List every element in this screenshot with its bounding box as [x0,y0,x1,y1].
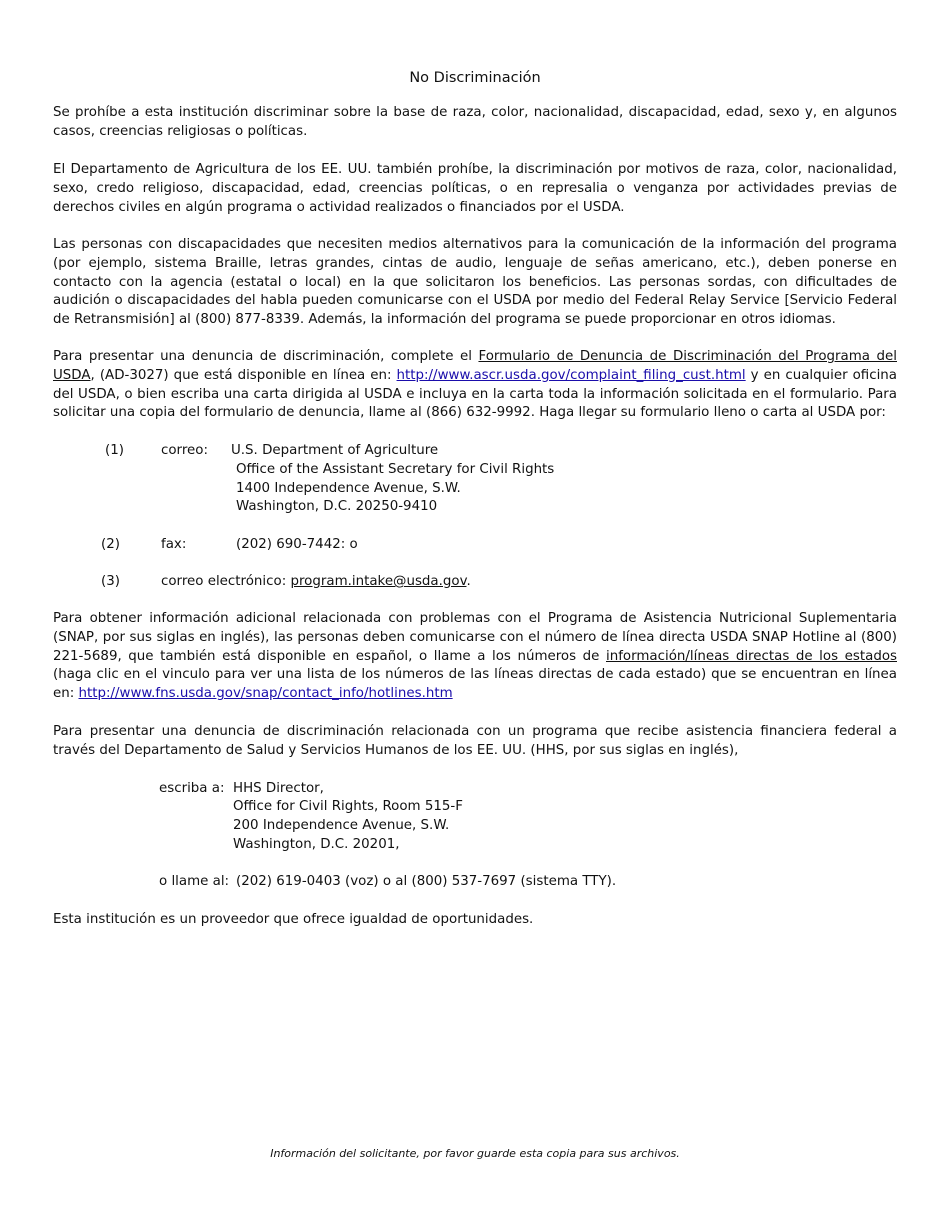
snap-text-2: (haga clic en el vinculo para ver una lista de los números de las líneas directas de cada estado) que se encuentran en línea en: [53,667,897,702]
page-title: No Discriminación [409,70,541,86]
snap-text-1: Para obtener información adicional relacionada con problemas con el Programa de Asistencia Nutricional Suplementaria (SNAP, por sus siglas en inglés), las personas deben comunicarse con el número de línea directa USDA SNAP Hotline al (800) 221-5689, que también está disponible en español, o llame a los números de [53,611,897,664]
mail-address-line: Washington, D.C. 20250-9410 [236,499,438,514]
fax-label: fax: [161,537,187,552]
snap-hotlines-url-link[interactable]: http://www.fns.usda.gov/snap/contact_info/hotlines.htm [78,686,453,702]
email-number: (3) [101,574,120,589]
mail-address-line: U.S. Department of Agriculture [231,443,439,458]
closing-statement: Esta institución es un proveedor que ofrece igualdad de oportunidades. [53,912,534,927]
hhs-call-value: (202) 619-0403 (voz) o al (800) 537-7697 (sistema TTY). [236,874,617,889]
mail-address-line: 1400 Independence Avenue, S.W. [236,481,461,496]
paragraph-hhs: Para presentar una denuncia de discriminación relacionada con un programa que recibe asistencia financiera federal a través del Departamento de Salud y Servicios Humanos de los EE. UU. (HHS, por sus siglas en inglés), [53,724,897,758]
hhs-call-label: o llame al: [159,874,230,889]
complaint-url-link[interactable]: http://www.ascr.usda.gov/complaint_filing_cust.html [396,367,746,383]
paragraph-complaint [53,348,897,423]
email-suffix: . [466,574,471,589]
complaint-text-2: , (AD-3027) que está disponible en línea en: [90,367,397,383]
hhs-write-label: escriba a: [159,781,225,796]
hhs-address-line: Washington, D.C. 20201, [233,837,400,852]
hhs-address-line: HHS Director, [233,781,324,796]
paragraph-disabilities: Las personas con discapacidades que necesiten medios alternativos para la comunicación de la información del programa (por ejemplo, sistema Braille, letras grandes, cintas de audio, lenguaje de señas americano, etc.), deben ponerse en contacto con la agencia (estatal o local) en la que solicitaron los beneficios. Las personas sordas, con dificultades de audición o discapacidades del habla pueden comunicarse con el USDA por medio del Federal Relay Service [Servicio Federal de Retransmisión] al (800) 877-8339. Además, la información del programa se puede proporcionar en otros idiomas. [53,237,897,328]
state-hotlines-link[interactable]: información/líneas directas de los estados [606,648,897,664]
email-row [161,573,471,592]
email-label: correo electrónico: [161,574,291,589]
fax-number: (2) [101,537,120,552]
hhs-address-line: 200 Independence Avenue, S.W. [233,818,450,833]
paragraph-prohibition: Se prohíbe a esta institución discriminar sobre la base de raza, color, nacionalidad, discapacidad, edad, sexo y, en algunos casos, creencias religiosas o políticas. [53,105,897,139]
footer-note: Información del solicitante, por favor guarde esta copia para sus archivos. [270,1147,680,1160]
fax-value: (202) 690-7442: o [236,537,358,552]
mail-number: (1) [105,443,124,458]
email-link[interactable]: program.intake@usda.gov [290,574,467,589]
paragraph-usda-prohibits: El Departamento de Agricultura de los EE. UU. también prohíbe, la discriminación por motivos de raza, color, nacionalidad, sexo, credo religioso, discapacidad, edad, creencias políticas, o en represalia o venganza por actividades previas de derechos civiles en algún programa o actividad realizados o financiados por el USDA. [53,162,897,215]
mail-address-line: Office of the Assistant Secretary for Civil Rights [236,462,555,477]
hhs-address-line: Office for Civil Rights, Room 515-F [233,799,463,814]
mail-label: correo: [161,443,208,458]
complaint-text-3: y en cualquier oficina del USDA, o bien escriba una carta dirigida al USDA e incluya en la carta toda la información solicitada en el formulario. Para solicitar una copia del formulario de denuncia, llame al (866) 632-9992. Haga llegar su formulario lleno o carta al USDA por: [53,367,897,421]
complaint-text-1: Para presentar una denuncia de discriminación, complete el [53,349,479,364]
paragraph-snap [53,610,897,704]
complaint-form-link[interactable]: Formulario de Denuncia de Discriminación del Programa del USDA [53,349,897,383]
